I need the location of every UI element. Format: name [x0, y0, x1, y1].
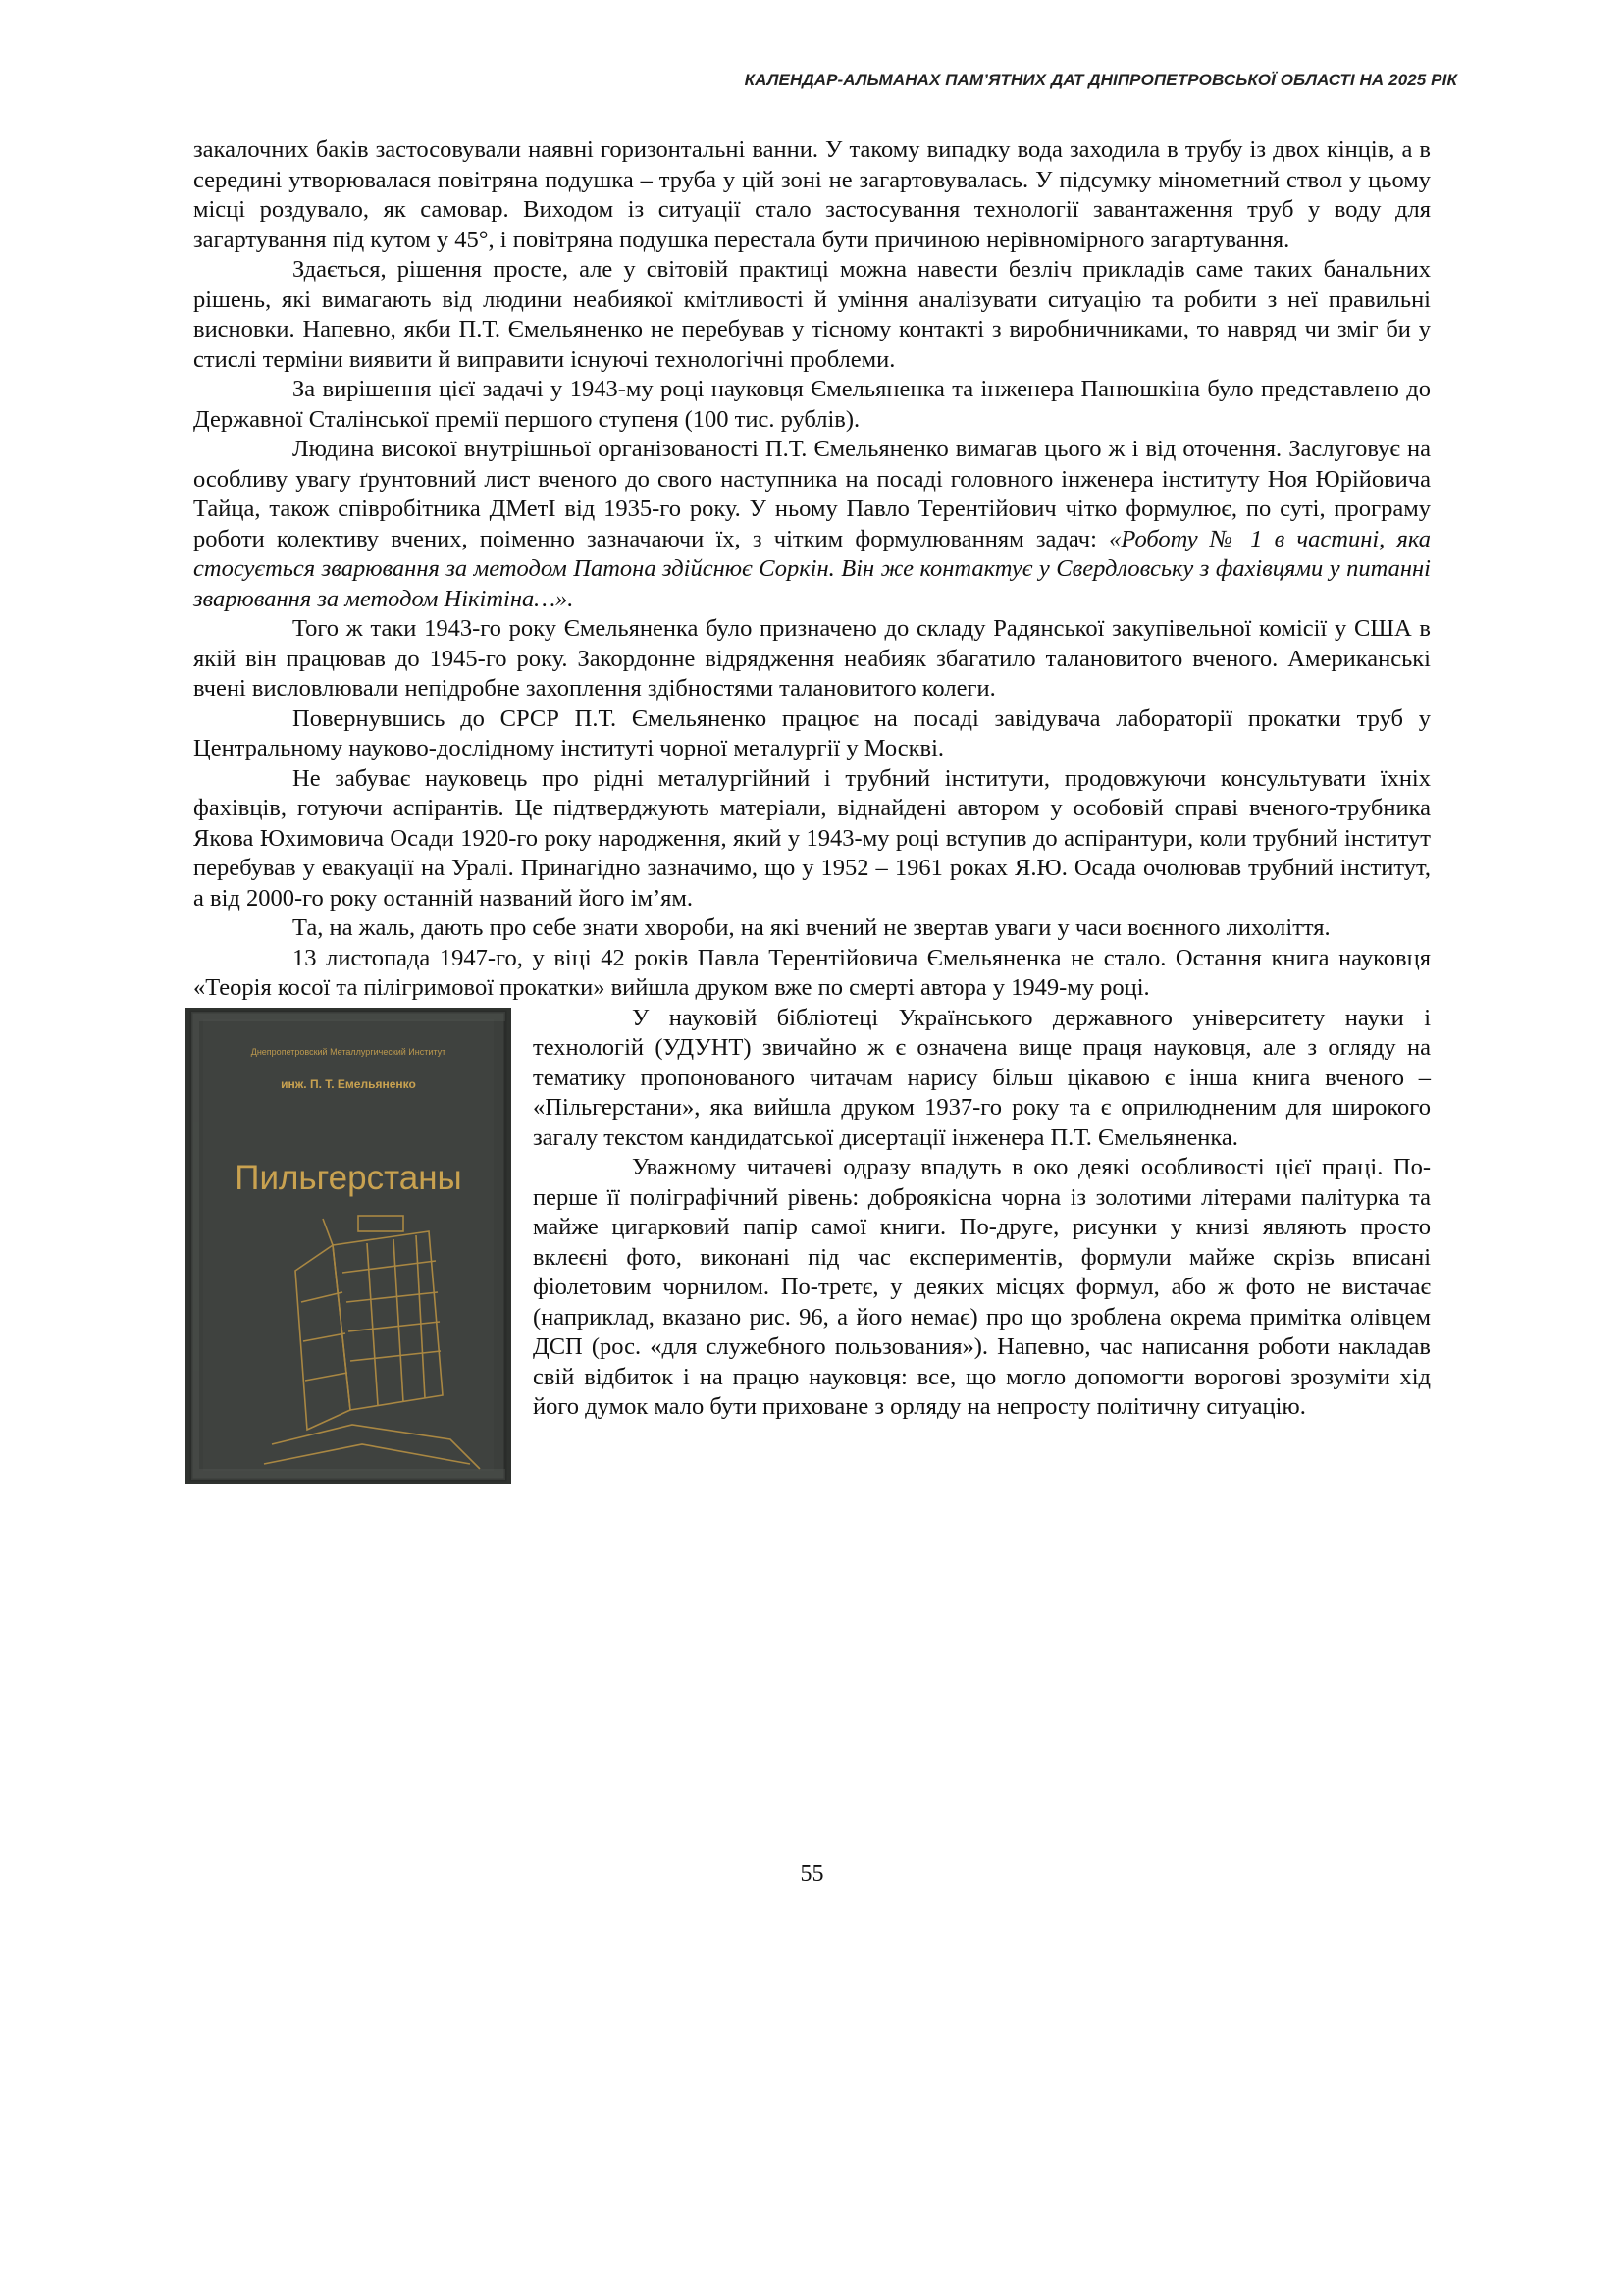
article-body: [193, 135, 1431, 1484]
paragraph: Уважному читачеві одразу впадуть в око деякі особливості цієї праці. По-перше її поліграфічний рівень: доброякісна чорна із золотими літерами палітурка та майже цигарковий папір самої книги. По-друге, рисунки у книзі являють просто вклеєні фото, виконані під час експериментів, формули майже скрізь вписані фіолетовим чорнилом. По-третє, у деяких місцях формул, або ж фото не вистачає (наприклад, вказано рис. 96, а його немає) про що зроблена окрема примітка олівцем ДСП (рос. «для служебного пользования»). Напевно, час написання роботи накладав свій відбиток і на працю науковця: все, що могло допомогти ворогові зрозуміти хід його думок мало бути приховане з орляду на непросту політичну ситуацію.: [533, 1154, 1431, 1420]
paragraph: Не забуває науковець про рідні металургійний і трубний інститути, продовжуючи консультувати їхніх фахівців, готуючи аспірантів. Це підтверджують матеріали, віднайдені автором у особовій справі вченого-трубника Якова Юхимовича Осади 1920-го року народження, який у 1943-му році вступив до аспірантури, коли трубний інститут перебував у евакуації на Уралі. Принагідно зазначимо, що у 1952 – 1961 роках Я.Ю. Осада очолював трубний інститут, а від 2000-го року останній названий його ім’ям.: [193, 764, 1431, 912]
book-cover-illustration: [185, 1008, 511, 1484]
running-header: КАЛЕНДАР-АЛЬМАНАХ ПАМ’ЯТНИХ ДАТ ДНІПРОПЕТРОВСЬКОЇ ОБЛАСТІ НА 2025 РІК: [744, 71, 1457, 89]
paragraph: За вирішення цієї задачі у 1943-му році науковця Ємельяненка та інженера Панюшкіна було представлено до Державної Сталінської премії першого ступеня (100 тис. рублів).: [193, 376, 1431, 433]
cover-title: Пильгерстаны: [235, 1158, 462, 1197]
cover-publisher: Днепропетровский Металлургический Институт: [250, 1046, 446, 1057]
figure-wrap-block: [193, 1004, 1431, 1423]
paragraph: Та, на жаль, дають про себе знати хвороби, на які вчений не звертав уваги у часи воєнного лихоліття.: [292, 914, 1331, 941]
letter-quote: «Роботу № 1 в частині, яка стосується зварювання за методом Патона здійснює Соркін. Він же контактує у Свердловську з фахівцями у питанні зварювання за методом Нікітіна…».: [193, 525, 1431, 612]
paragraph: закалочних баків застосовували наявні горизонтальні ванни. У такому випадку вода заходила в трубу із двох кінців, а в середині утворювалася повітряна подушка – труба у цій зоні не загартовувалась. У підсумку мінометний ствол у цьому місці роздувало, як самовар. Виходом із ситуації стало застосування технології завантаження труб у воду для загартування під кутом у 45°, і повітряна подушка перестала бути причиною нерівномірного загартування.: [193, 136, 1431, 253]
book-cover-photo: [185, 1008, 511, 1484]
paragraph: Здається, рішення просте, але у світовій практиці можна навести безліч прикладів саме таких банальних рішень, які вимагають від людини неабиякої кмітливості й уміння аналізувати ситуацію та робити з неї правильні висновки. Напевно, якби П.Т. Ємельяненко не перебував у тісному контакті з виробничниками, то навряд чи зміг би у стислі терміни виявити й виправити існуючі технологічні проблеми.: [193, 256, 1431, 373]
paragraph: У науковій бібліотеці Українського державного університету науки і технологій (УДУНТ) звичайно ж є означена вище праця науковця, але з огляду на тематику пропонованого читачам нарису більш цікавою є інша книга вченого – «Пільгерстани», яка вийшла друком 1937-го року та є оприлюдненим для широкого загалу текстом кандидатської дисертації інженера П.Т. Ємельяненка.: [533, 1004, 1431, 1151]
paragraph: 13 листопада 1947-го, у віці 42 років Павла Терентійовича Ємельяненка не стало. Остання книга науковця «Теорія косої та пілігримової прокатки» вийшла друком вже по смерті автора у 1949-му році.: [193, 944, 1431, 1001]
page-number: 55: [800, 1861, 824, 1887]
paragraph: [193, 435, 1431, 614]
cover-author: инж. П. Т. Емельяненко: [281, 1076, 416, 1091]
paragraph-text: Людина високої внутрішньої організованості П.Т. Ємельяненко вимагав цього ж і від оточення. Заслуговує на особливу увагу ґрунтовний лист вченого до свого наступника на посаді головного інженера інституту Ноя Юрійовича Тайца, також співробітника ДМетІ від 1935-го року. У ньому Павло Терентійович чітко формулює, по суті, програму роботи колективу вчених, поіменно зазначаючи їх, з чітким формулюванням задач:: [193, 436, 1431, 552]
paragraph: Того ж таки 1943-го року Ємельяненка було призначено до складу Радянської закупівельної комісії у США в якій він працював до 1945-го року. Закордонне відрядження неабияк збагатило талановитого вченого. Американські вчені висловлювали непідробне захоплення здібностями талановитого колеги.: [193, 615, 1431, 702]
paragraph: Повернувшись до СРСР П.Т. Ємельяненко працює на посаді завідувача лабораторії прокатки труб у Центральному науково-дослідному інституті чорної металургії у Москві.: [193, 704, 1431, 761]
